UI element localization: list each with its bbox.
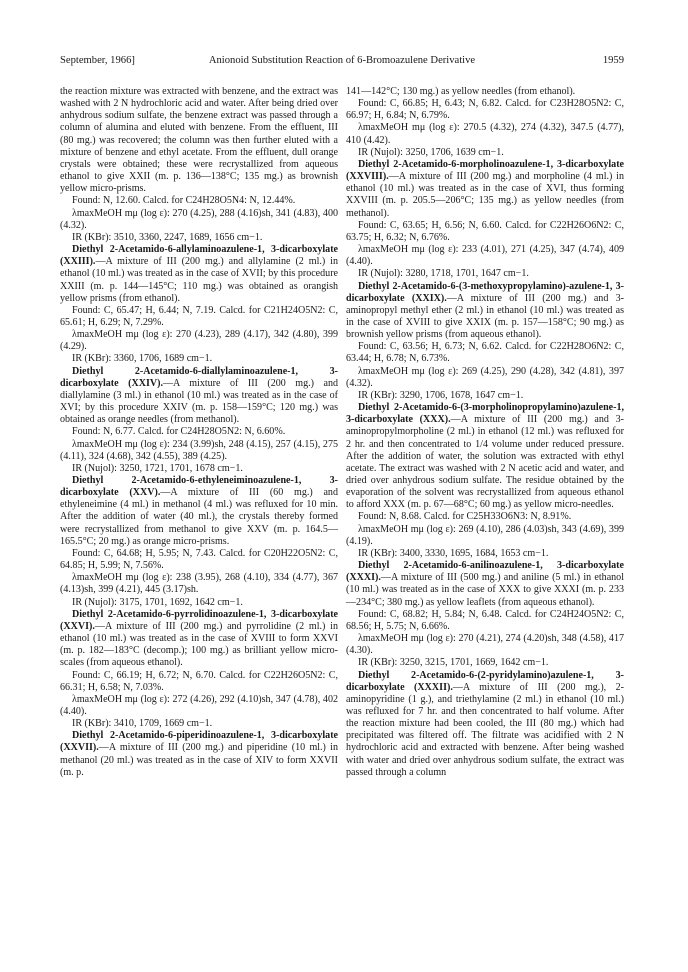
compound-heading: Diethyl 2-Acetamido-6-piperidinoazulene-1, 3-dicarboxylate (XXVII). — [60, 730, 338, 754]
analysis-line: IR (KBr): 3410, 1709, 1669 cm−1. — [72, 718, 213, 730]
compound-entry — [346, 560, 624, 609]
analysis-line: IR (KBr): 3510, 3360, 2247, 1689, 1656 cm−1. — [72, 231, 263, 243]
analysis-line: λmaxMeOH mμ (log ε): 270 (4.25), 288 (4.16)sh, 341 (4.83), 400 (4.32). — [60, 207, 338, 231]
procedure-text: —A mixture of III (200 mg.) and allylamine (2 ml.) in ethanol (10 ml.) was treated as in the case of XVII; by this procedure XXIII (m. p. 144—145°C; 110 mg.) was obtained as orangish yellow prisms (from ethanol). — [60, 256, 338, 304]
analysis-line: Found: N, 12.60. Calcd. for C24H28O5N4: N, 12.44%. — [72, 195, 296, 207]
procedure-text: —A mixture of III (200 mg.) and 3-aminopropyl methyl ether (2 ml.) in ethanol (10 ml.) was treated as in the case of XVIII to give XXIX (m. p. 157—158°C; 90 mg.) as brownish yellow prisms (from aqueous ethanol). — [346, 292, 624, 341]
compound-entry — [60, 244, 338, 305]
compound-entry — [60, 730, 338, 779]
compound-heading: Diethyl 2-Acetamido-6-pyrrolidinoazulene-1, 3-dicarboxylate (XXVI). — [60, 608, 338, 632]
analysis-line: λmaxMeOH mμ (log ε): 270 (4.23), 289 (4.17), 342 (4.80), 399 (4.29). — [60, 329, 338, 353]
compound-entry — [346, 670, 624, 779]
analysis-line: λmaxMeOH mμ (log ε): 272 (4.26), 292 (4.10)sh, 347 (4.78), 402 (4.40). — [60, 693, 338, 717]
compound-heading: Diethyl 2-Acetamido-6-allylaminoazulene-1, 3-dicarboxylate (XXIII). — [60, 244, 338, 268]
page-number: 1959 — [602, 55, 624, 66]
right-column — [346, 86, 624, 779]
header-title: Anionoid Substitution Reaction of 6-Bromoazulene Derivative — [208, 55, 476, 66]
procedure-text: —A mixture of III (200 mg.) and 3-aminopropylmorpholine (2 ml.) in ethanol (12 ml.) was refluxed for 2 hr. and then concentrated to 1/4 volume under reduced pressure. After the addition of water, the solution was extracted with ethyl acetate. The extract was washed with 2 N acetic acid and water, and dried over anhydrous sodium sulfate. The residue obtained by the evaporation of the solvent was recrystallized from aqueous ethanol to afford XXX (m. p. 67—68°C; 60 mg.) as yellow micro-needles. — [346, 414, 624, 511]
analysis-line: IR (Nujol): 3280, 1718, 1701, 1647 cm−1. — [358, 268, 529, 280]
analysis-line: λmaxMeOH mμ (log ε): 269 (4.25), 290 (4.28), 342 (4.81), 397 (4.32). — [346, 365, 624, 389]
analysis-line: Found: C, 66.19; H, 6.72; N, 6.70. Calcd. for C22H26O5N2: C, 66.31; H, 6.58; N, 7.03%. — [60, 669, 338, 693]
analysis-line: Found: C, 66.85; H, 6.43; N, 6.82. Calcd. for C23H28O5N2: C, 66.97; H, 6.84; N, 6.79%. — [346, 98, 624, 122]
compound-entry — [346, 402, 624, 511]
compound-heading: Diethyl 2-Acetamido-6-diallylaminoazulene-1, 3-dicarboxylate (XXIV). — [60, 365, 338, 389]
compound-heading: Diethyl 2-Acetamido-6-(3-methoxypropylamino)-azulene-1, 3-dicarboxylate (XXIX). — [346, 280, 624, 304]
analysis-line: IR (Nujol): 3250, 1721, 1701, 1678 cm−1. — [72, 462, 243, 474]
procedure-text: —A mixture of III (200 mg.) and piperidine (10 ml.) in methanol (20 ml.) was treated as in the case of XIV to form XXVII (m. p. — [60, 742, 338, 778]
header-date: September, 1966] — [60, 55, 135, 66]
analysis-line: IR (KBr): 3290, 1706, 1678, 1647 cm−1. — [358, 389, 524, 401]
analysis-line: Found: N, 8.68. Calcd. for C25H33O6N3: N, 8.91%. — [358, 511, 572, 523]
analysis-line: Found: C, 63.65; H, 6.56; N, 6.60. Calcd. for C22H26O6N2: C, 63.75; H, 6.32; N, 6.76%. — [346, 219, 624, 243]
analysis-line: Found: C, 68.82; H, 5.84; N, 6.48. Calcd. for C24H24O5N2: C, 68.56; H, 5.75; N, 6.66%. — [346, 608, 624, 632]
analysis-line: Found: N, 6.77. Calcd. for C24H28O5N2: N, 6.60%. — [72, 426, 286, 438]
procedure-text: —A mixture of III (200 mg.) and morpholine (4 ml.) in ethanol (10 ml.) was treated as in the case of XVI, thus forming XXVIII (m. p. 205.5—206°C; 135 mg.) as yellow needles (from methanol). — [346, 171, 624, 219]
compound-heading: Diethyl 2-Acetamido-6-morpholinoazulene-1, 3-dicarboxylate (XXVIII). — [346, 158, 624, 183]
procedure-text: —A mixture of III (60 mg.) and ethyleneimine (4 ml.) in methanol (4 ml.) was refluxed for 10 min. After the addition of water (40 ml.), the crystals thereby formed were recrystallized from methanol to give XXV (m. p. 164.5—165.5°C; 20 mg.) as orange micro-prisms. — [60, 487, 338, 547]
running-header — [60, 55, 624, 71]
compound-heading: Diethyl 2-Acetamido-6-(3-morpholinopropylamino)azulene-1, 3-dicarboxylate (XXX). — [346, 402, 624, 426]
compound-heading: Diethyl 2-Acetamido-6-(2-pyridylamino)azulene-1, 3-dicarboxylate (XXXII). — [346, 669, 624, 693]
analysis-line: Found: C, 65.47; H, 6.44; N, 7.19. Calcd. for C21H24O5N2: C, 65.61; H, 6.29; N, 7.29%. — [60, 304, 338, 328]
analysis-line: IR (KBr): 3250, 3215, 1701, 1669, 1642 cm−1. — [358, 657, 549, 669]
analysis-line: IR (Nujol): 3175, 1701, 1692, 1642 cm−1. — [72, 596, 243, 608]
analysis-line: λmaxMeOH mμ (log ε): 238 (3.95), 268 (4.10), 334 (4.77), 367 (4.13)sh, 399 (4.21), 445 (3.17)sh. — [60, 572, 338, 596]
analysis-line: IR (KBr): 3360, 1706, 1689 cm−1. — [72, 353, 213, 365]
left-column — [60, 86, 338, 779]
continued-paragraph: the reaction mixture was extracted with benzene, and the extract was washed with 2 N hydrochloric acid and water. After being dried over anhydrous sodium sulfate, the benzene extract was passed through a column of alumina and eluted with benzene. From the effluent, III (80 mg.) was recovered; the column was then further eluted with a mixture of benzene and ethyl acetate. From the effluent, dull orange crystals were obtained; these were recrystallized from aqueous ethanol to give XXII (m. p. 136—138°C; 135 mg.) as brownish yellow micro-prisms. — [60, 86, 338, 195]
analysis-line: λmaxMeOH mμ (log ε): 270 (4.21), 274 (4.20)sh, 348 (4.58), 417 (4.30). — [346, 633, 624, 657]
compound-heading: Diethyl 2-Acetamido-6-anilinoazulene-1, 3-dicarboxylate (XXXI). — [346, 560, 624, 584]
procedure-text: —A mixture of III (200 mg.) and diallylamine (3 ml.) in ethanol (10 ml.) was treated as in the case of XVI; by this procedure XXIV (m. p. 158—159°C; 120 mg.) was obtained as orange needles (from methanol). — [60, 377, 338, 426]
analysis-line: IR (Nujol): 3250, 1706, 1639 cm−1. — [358, 146, 504, 158]
continued-paragraph: 141—142°C; 130 mg.) as yellow needles (from ethanol). — [346, 86, 576, 97]
procedure-text: —A mixture of III (500 mg.) and aniline (5 ml.) in ethanol (10 ml.) was treated as in the case of XXX to give XXXI (m. p. 233—234°C; 380 mg.) as yellow leaflets (from aqueous ethanol). — [346, 572, 624, 608]
analysis-line: λmaxMeOH mμ (log ε): 270.5 (4.32), 274 (4.32), 347.5 (4.77), 410 (4.42). — [346, 122, 624, 146]
compound-entry — [60, 366, 338, 427]
analysis-line: Found: C, 64.68; H, 5.95; N, 7.43. Calcd. for C20H22O5N2: C, 64.85; H, 5.99; N, 7.56%. — [60, 547, 338, 572]
analysis-line: λmaxMeOH mμ (log ε): 269 (4.10), 286 (4.03)sh, 343 (4.69), 399 (4.19). — [346, 523, 624, 547]
analysis-line: λmaxMeOH mμ (log ε): 234 (3.99)sh, 248 (4.15), 257 (4.15), 275 (4.11), 324 (4.68), 342 (4.55), 389 (4.25). — [60, 438, 338, 462]
procedure-text: —A mixture of III (200 mg.), 2-aminopyridine (1 g.), and triethylamine (2 ml.) in ethanol (10 ml.) was refluxed for 7 hr. and then concentrated to half volume. After the reaction mixture had been cooled, the III (80 mg.) which had precipitated was filtered off. The filtrate was acidified with 2 N hydrochloric acid and extracted with benzene. After being washed with water and dried over anhydrous sodium sulfate, the extract was passed through a column — [346, 681, 625, 778]
compound-entry — [346, 281, 624, 342]
compound-entry — [346, 159, 624, 220]
analysis-line: Found: C, 63.56; H, 6.73; N, 6.62. Calcd. for C22H28O6N2: C, 63.44; H, 6.78; N, 6.73%. — [346, 341, 624, 365]
procedure-text: —A mixture of III (200 mg.) and pyrrolidine (2 ml.) in ethanol (10 ml.) was treated as in the case of XVIII to form XXVI (m. p. 182—183°C (decomp.); 100 mg.) as brilliant yellow micro-scales (from aqueous ethanol). — [60, 620, 338, 669]
compound-heading: Diethyl 2-Acetamido-6-ethyleneiminoazulene-1, 3-dicarboxylate (XXV). — [60, 475, 338, 499]
analysis-line: IR (KBr): 3400, 3330, 1695, 1684, 1653 cm−1. — [358, 547, 549, 559]
compound-entry — [60, 475, 338, 548]
analysis-line: λmaxMeOH mμ (log ε): 233 (4.01), 271 (4.25), 347 (4.74), 409 (4.40). — [346, 244, 624, 268]
compound-entry — [60, 609, 338, 670]
